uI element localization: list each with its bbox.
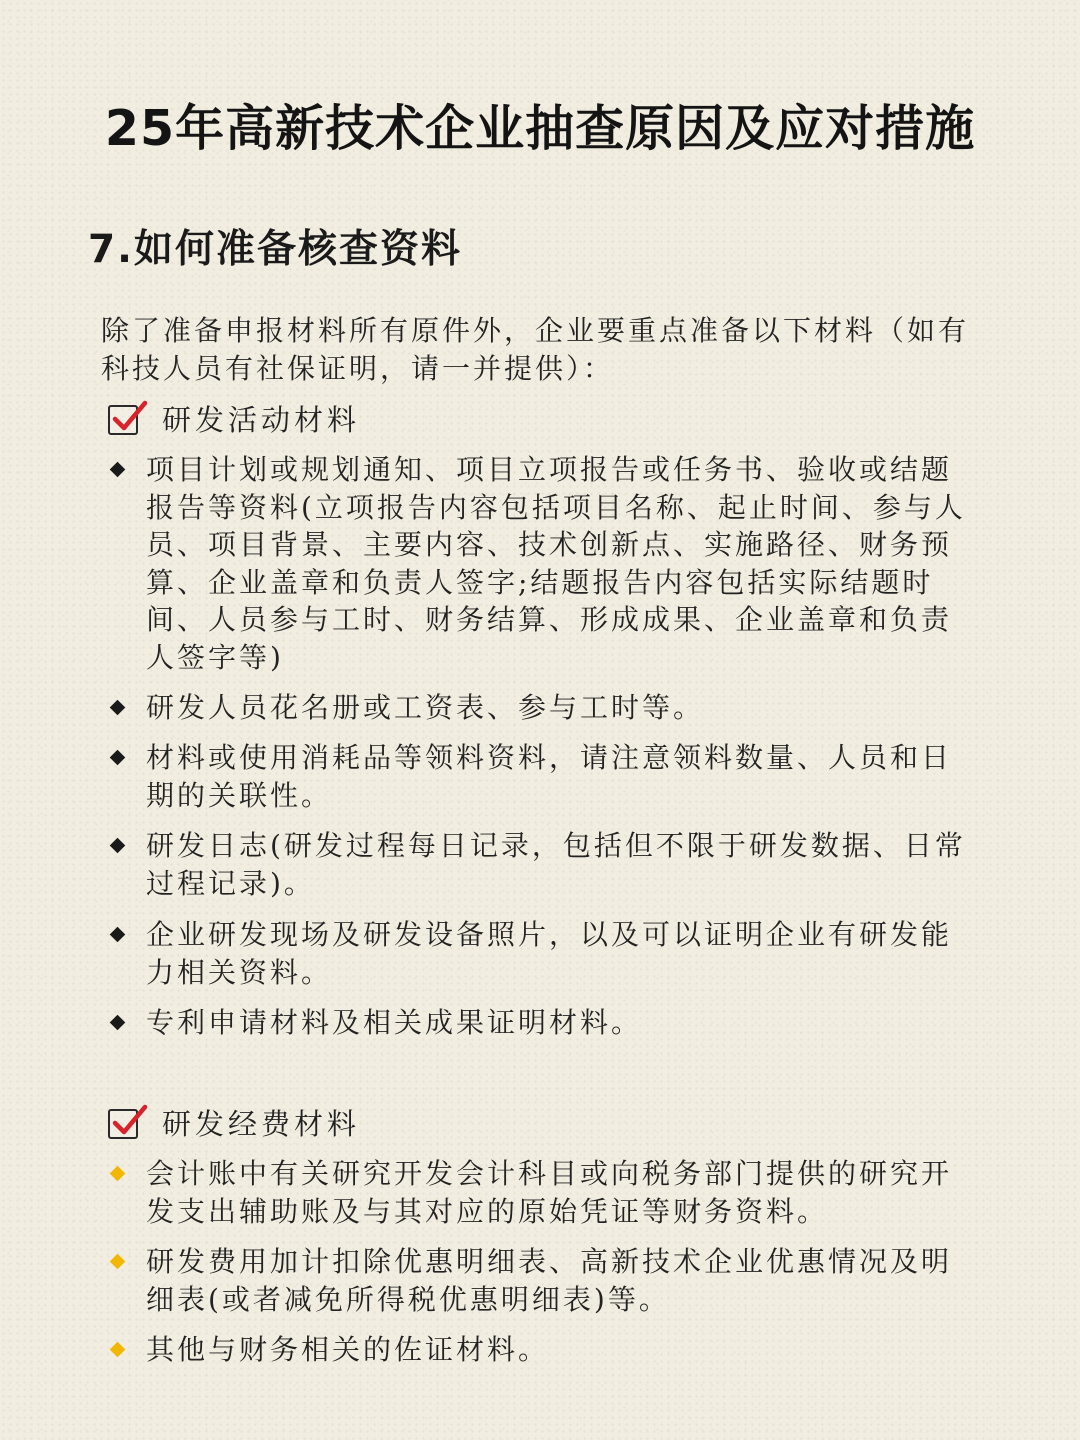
- group-header-rd-funding: [108, 1104, 360, 1144]
- diamond-bullet-icon: [110, 1166, 126, 1182]
- list-item-text: 研发日志(研发过程每日记录，包括但不限于研发数据、日常过程记录)。: [146, 829, 966, 900]
- diamond-bullet-icon: [110, 927, 126, 943]
- list-item: [112, 1243, 972, 1318]
- intro-paragraph: 除了准备申报材料所有原件外，企业要重点准备以下材料（如有科技人员有社保证明，请一并提供）：: [101, 314, 970, 385]
- list-item: [112, 827, 972, 902]
- list-item-text: 研发费用加计扣除优惠明细表、高新技术企业优惠情况及明细表(或者减免所得税优惠明细表)等。: [146, 1245, 953, 1316]
- list-item: [112, 1155, 972, 1230]
- group-title: 研发活动材料: [162, 403, 361, 437]
- list-item-text: 其他与财务相关的佐证材料。: [146, 1333, 550, 1366]
- section-heading: 7.如何准备核查资料: [88, 227, 462, 272]
- list-item-text: 会计账中有关研究开发会计科目或向税务部门提供的研究开发支出辅助账及与其对应的原始凭证等财务资料。: [146, 1157, 953, 1228]
- list-item: [112, 1004, 972, 1042]
- list-item: [112, 1331, 972, 1369]
- list-item-text: 专利申请材料及相关成果证明材料。: [146, 1006, 643, 1039]
- diamond-bullet-icon: [110, 700, 126, 716]
- list-item-text: 研发人员花名册或工资表、参与工时等。: [146, 691, 705, 724]
- checkbox-checked-icon: [108, 405, 138, 435]
- diamond-bullet-icon: [110, 750, 126, 766]
- diamond-bullet-icon: [110, 1015, 126, 1031]
- list-item-text: 材料或使用消耗品等领料资料，请注意领料数量、人员和日期的关联性。: [146, 741, 953, 812]
- list-item: [112, 916, 972, 991]
- list-item-text: 企业研发现场及研发设备照片，以及可以证明企业有研发能力相关资料。: [146, 918, 953, 989]
- diamond-bullet-icon: [110, 1254, 126, 1270]
- list-item: [112, 689, 972, 727]
- diamond-bullet-icon: [110, 1342, 126, 1358]
- checkbox-checked-icon: [108, 1109, 138, 1139]
- group-header-rd-activity: [108, 400, 360, 440]
- list-item: [112, 739, 972, 814]
- diamond-bullet-icon: [110, 838, 126, 854]
- list-item-text: 项目计划或规划通知、项目立项报告或任务书、验收或结题报告等资料(立项报告内容包括项目名称、起止时间、参与人员、项目背景、主要内容、技术创新点、实施路径、财务预算、企业盖章和负责人签字;结题报告内容包括实际结题时间、人员参与工时、财务结算、形成成果、企业盖章和负责人签字等): [146, 453, 966, 674]
- page-title: 25年高新技术企业抽查原因及应对措施: [104, 100, 976, 157]
- diamond-bullet-icon: [110, 462, 126, 478]
- group-title: 研发经费材料: [162, 1107, 361, 1141]
- list-item: [112, 451, 972, 676]
